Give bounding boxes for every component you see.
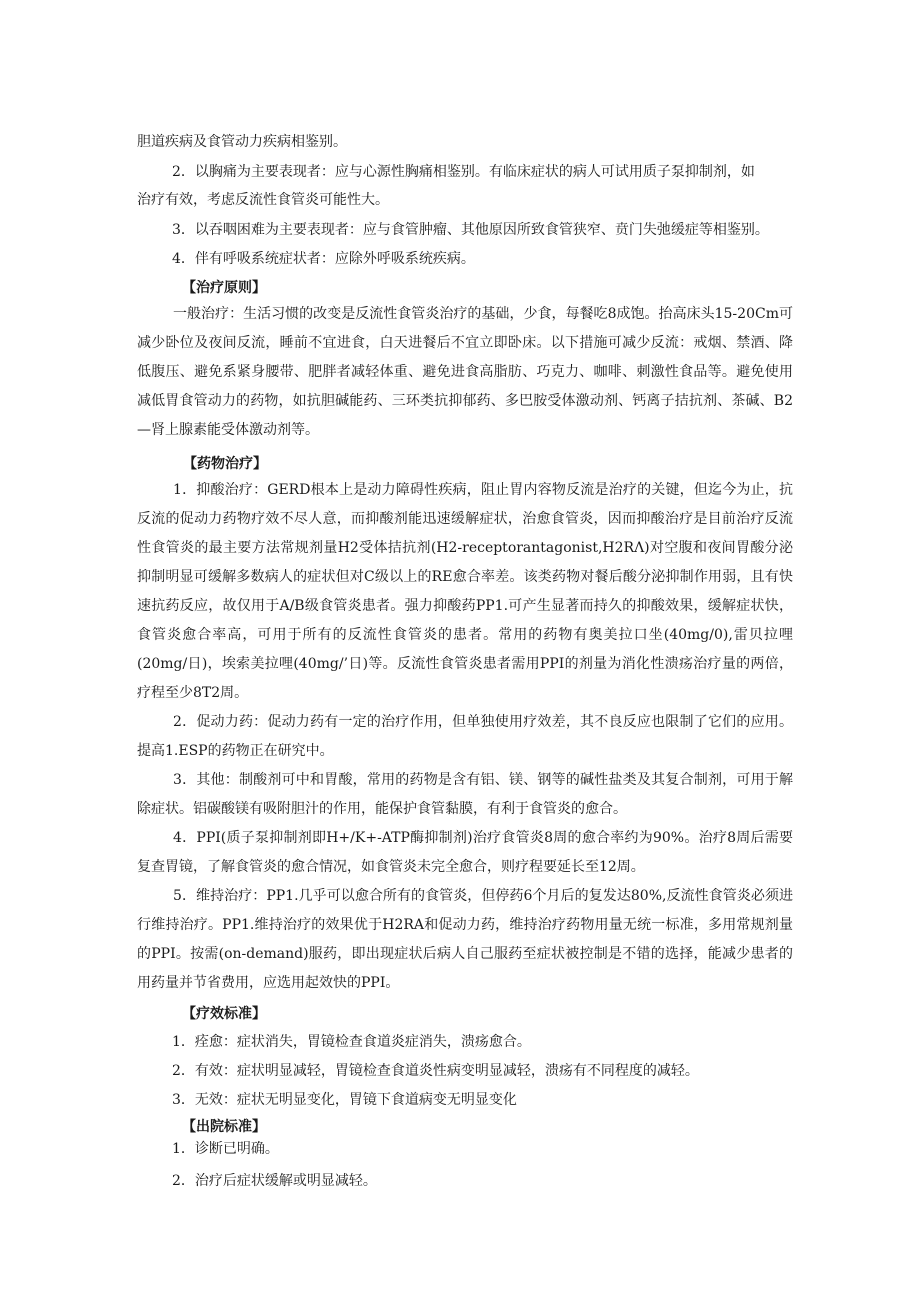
diff-item-3: 3．以吞咽困难为主要表现者：应与食管肿瘤、其他原因所致食管狭窄、贲门失弛缓症等相鉴别。 — [172, 222, 769, 238]
diff-item-2-line2: 治疗有效，考虑反流性食管炎可能性大。 — [137, 192, 389, 208]
discharge-item-1: 1．诊断已明确。 — [172, 1141, 279, 1157]
treatment-principle-paragraph: 一般治疗：生活习惯的改变是反流性食管炎治疗的基础，少食，每餐吃8成饱。抬高床头15-20Cm可减少卧位及夜间反流，睡前不宜进食，白天进餐后不宜立即卧床。以下措施可减少反流：戒烟、禁酒、降低腹压、避免系紧身腰带、肥胖者减轻体重、避免进食高脂肪、巧克力、咖啡、刺激性食品等。避免使用减低胃食管动力的药物，如抗胆碱能药、三环类抗抑郁药、多巴胺受体激动剂、钙离子拮抗剂、茶碱、B2—肾上腺素能受体激动剂等。 — [137, 306, 793, 438]
heading-discharge: 【出院标准】 — [182, 1119, 266, 1135]
efficacy-item-3: 3．无效：症状无明显变化，胃镜下食道病变无明显变化 — [172, 1092, 517, 1108]
heading-drug-treatment: 【药物治疗】 — [183, 456, 267, 472]
drug-item-2: 2．促动力药：促动力药有一定的治疗作用，但单独使用疗效差，其不良反应也限制了它们的应用。提高1.ESP的药物正在研究中。 — [137, 714, 793, 759]
efficacy-item-1: 1．痊愈：症状消失，胃镜检查食道炎症消失，溃疡愈合。 — [172, 1034, 531, 1050]
heading-efficacy: 【疗效标准】 — [182, 1006, 266, 1022]
diff-item-4: 4．伴有呼吸系统症状者：应除外呼吸系统疾病。 — [172, 251, 475, 267]
heading-treatment-principle: 【治疗原则】 — [182, 280, 266, 296]
drug-item-1: 1．抑酸治疗：GERD根本上是动力障碍性疾病，阻止胃内容物反流是治疗的关键，但迄今为止，抗反流的促动力药物疗效不尽人意，而抑酸剂能迅速缓解症状，治愈食管炎，因而抑酸治疗是目前治疗反流性食管炎的最主要方法常规剂量H2受体拮抗剂(H2-receptorantagonist,H2RΛ)对空腹和夜间胃酸分泌抑制明显可缓解多数病人的症状但对C级以上的RE愈合率差。该类药物对餐后酸分泌抑制作用弱，且有快速抗药反应，故仅用于A/B级食管炎患者。强力抑酸药PP1.可产生显著而持久的抑酸效果，缓解症状快，食管炎愈合率高，可用于所有的反流性食管炎的患者。常用的药物有奥美拉口坐(40mg/0),雷贝拉哩(20mg/日)，埃索美拉哩(40mg/’日)等。反流性食管炎患者需用PPI的剂量为消化性溃疡治疗量的两倍，疗程至少8T2周。 — [137, 482, 793, 701]
drug-item-4: 4．PPI(质子泵抑制剂即H+/K+-ATP酶抑制剂)治疗食管炎8周的愈合率约为90%。治疗8周后需要复查胃镜，了解食管炎的愈合情况，如食管炎未完全愈合，则疗程要延长至12周。 — [137, 830, 793, 875]
diff-item-2-line1: 2．以胸痛为主要表现者：应与心源性胸痛相鉴别。有临床症状的病人可试用质子泵抑制剂，如 — [172, 164, 755, 180]
drug-item-3: 3．其他：制酸剂可中和胃酸，常用的药物是含有铝、镁、钢等的碱性盐类及其复合制剂，可用于解除症状。铝碳酸镁有吸附胆汁的作用，能保护食管黏膜，有利于食管炎的愈合。 — [137, 772, 793, 817]
efficacy-item-2: 2．有效：症状明显减轻，胃镜检查食道炎性病变明显减轻，溃疡有不同程度的减轻。 — [172, 1063, 699, 1079]
discharge-item-2: 2．治疗后症状缓解或明显减轻。 — [172, 1173, 377, 1189]
drug-item-5: 5．维持治疗：PP1.几乎可以愈合所有的食管炎，但停药6个月后的复发达80%,反流性食管炎必须进行维持治疗。PP1.维持治疗的效果优于H2RA和促动力药，维持治疗药物用量无统一标准，多用常规剂量的PPI。按需(on-demand)服药，即出现症状后病人自己服药至症状被控制是不错的选择，能减少患者的用药量并节省费用，应选用起效快的PPI。 — [137, 888, 793, 991]
intro-line: 胆道疾病及食管动力疾病相鉴别。 — [137, 134, 347, 150]
